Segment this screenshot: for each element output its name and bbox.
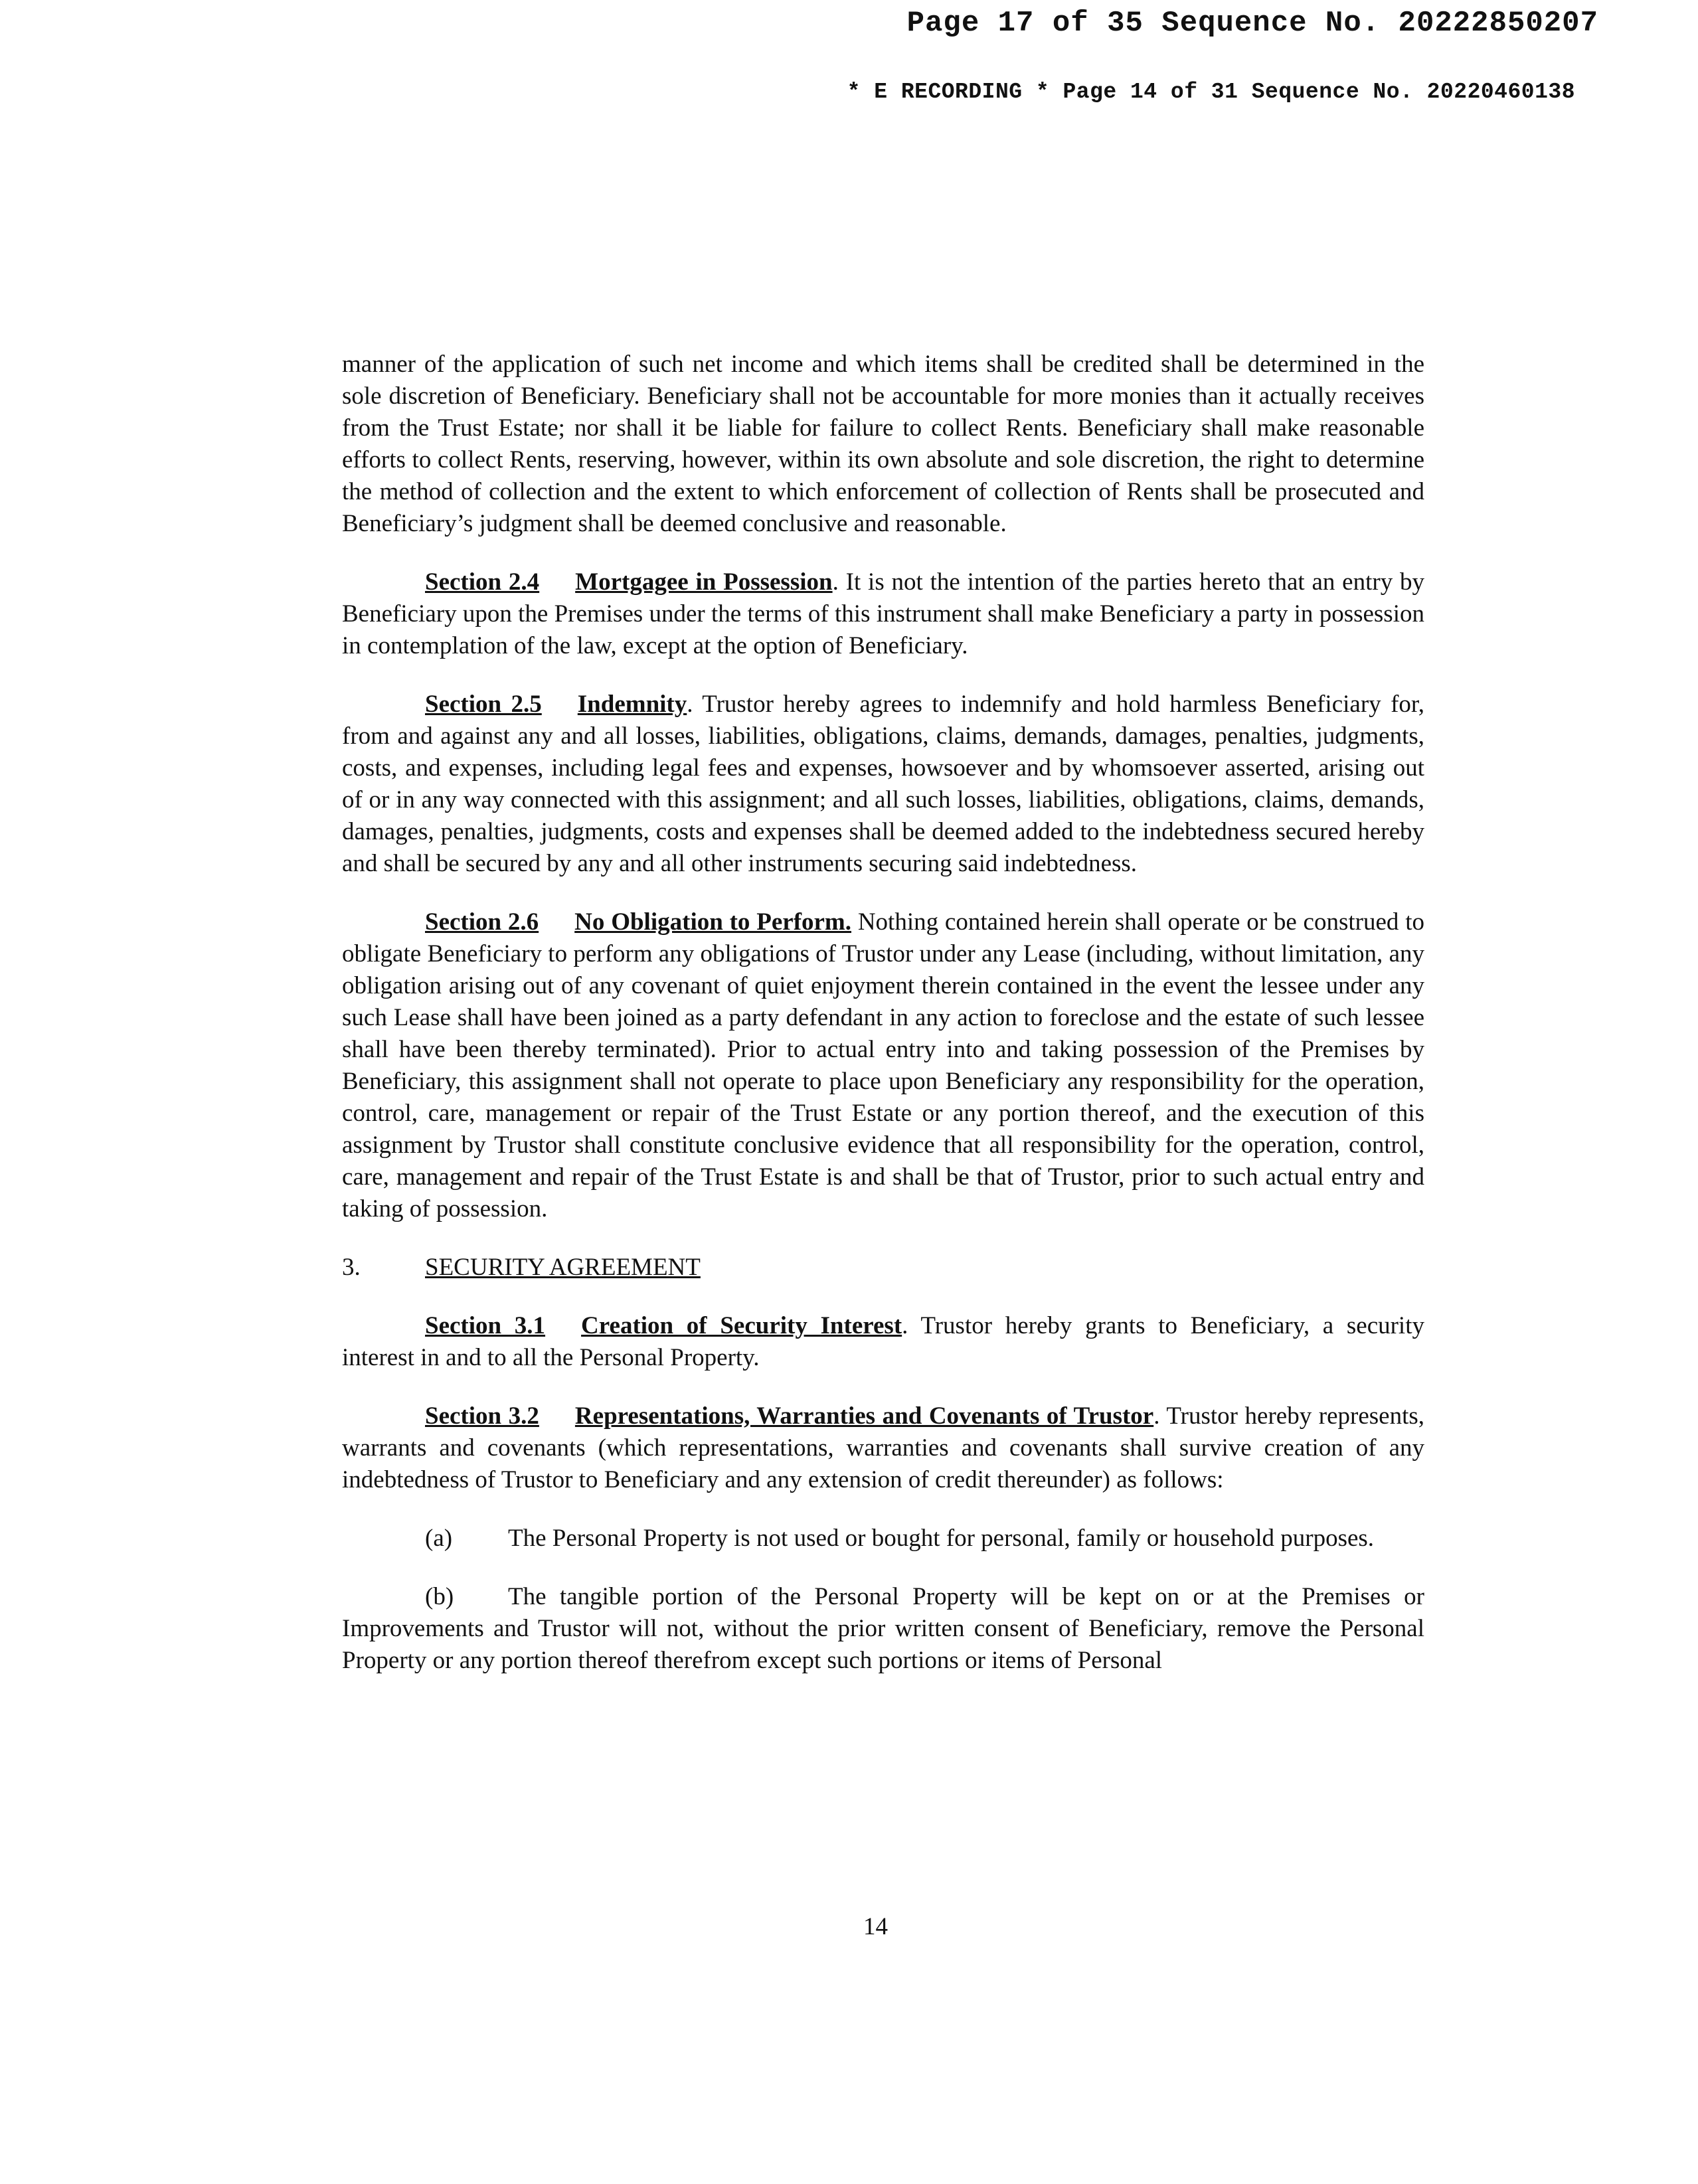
section-title: No Obligation to Perform. (574, 908, 852, 936)
recording-stamp-primary: Page 17 of 35 Sequence No. 20222850207 (906, 7, 1598, 40)
section-text: Nothing contained herein shall operate or be construed to obligate Beneficiary to perform any obligations of Trustor under any Lease (including, without limitation, any obligation arising out of any covenant of quiet enjoyment therein contained in the event the lessee under any such Lease shall have been joined as a party defendant in any action to foreclose and the estate of such lessee shall have been thereby terminated). Prior to actual entry into and taking possession of the Premises by Beneficiary, this assignment shall not operate to place upon Beneficiary any responsibility for the operation, control, care, management or repair of the Trust Estate or any portion thereof, and the execution of this assignment by Trustor shall constitute conclusive evidence that all responsibility for the operation, control, care, management and repair of the Trust Estate is and shall be that of Trustor, prior to such actual entry and taking of possession. (342, 908, 1424, 1222)
section-title: Indemnity (577, 691, 687, 718)
item-label: (a) (425, 1525, 453, 1552)
section-3-1 (342, 1310, 1424, 1374)
document-body (342, 349, 1424, 1703)
recording-stamp-secondary: * E RECORDING * Page 14 of 31 Sequence No. 20220460138 (847, 80, 1575, 104)
section-2-4 (342, 566, 1424, 662)
item-text: The tangible portion of the Personal Property will be kept on or at the Premises or Improvements and Trustor will not, without the prior written consent of Beneficiary, remove the Personal Property or any portion thereof therefrom except such portions or items of Personal (342, 1583, 1424, 1674)
item-b (342, 1581, 1424, 1677)
section-3-2 (342, 1400, 1424, 1496)
section-text: . Trustor hereby represents, warrants and covenants (which representations, warranties and covenants shall survive creation of any indebtedness of Trustor to Beneficiary and any extension of credit thereunder) as follows: (342, 1402, 1425, 1493)
section-text: . Trustor hereby grants to Beneficiary, a security interest in and to all the Personal Property. (342, 1312, 1424, 1371)
section-number: Section 2.4 (425, 568, 540, 596)
section-2-6 (342, 906, 1424, 1225)
section-title: Mortgagee in Possession (575, 568, 833, 596)
section-text: . It is not the intention of the parties hereto that an entry by Beneficiary upon the Premises under the terms of this instrument shall make Beneficiary a party in possession in contemplation of the law, except at the option of Beneficiary. (342, 568, 1424, 659)
section-text: . Trustor hereby agrees to indemnify and hold harmless Beneficiary for, from and against any and all losses, liabilities, obligations, claims, demands, damages, penalties, judgments, costs, and expenses, including legal fees and expenses, howsoever and by whomsoever asserted, arising out of or in any way connected with this assignment; and all such losses, liabilities, obligations, claims, demands, damages, penalties, judgments, costs and expenses shall be deemed added to the indebtedness secured hereby and shall be secured by any and all other instruments securing said indebtedness. (342, 691, 1424, 877)
section-number: Section 2.5 (425, 691, 542, 718)
article-number: 3. (342, 1254, 361, 1281)
article-heading (342, 1252, 1424, 1284)
section-number: Section 2.6 (425, 908, 539, 936)
item-label: (b) (425, 1583, 454, 1610)
section-number: Section 3.2 (425, 1402, 539, 1430)
section-title: Representations, Warranties and Covenants of Trustor (574, 1402, 1154, 1430)
section-2-5 (342, 689, 1424, 880)
item-text: The Personal Property is not used or bought for personal, family or household purposes. (508, 1525, 1375, 1552)
item-a (342, 1523, 1424, 1554)
continued-paragraph: manner of the application of such net income and which items shall be credited shall be determined in the sole discretion of Beneficiary. Beneficiary shall not be accountable for more monies than it actually receives from the Trust Estate; nor shall it be liable for failure to collect Rents. Beneficiary shall make reasonable efforts to collect Rents, reserving, however, within its own absolute and sole discretion, the right to determine the method of collection and the extent to which enforcement of collection of Rents shall be prosecuted and Beneficiary’s judgment shall be deemed conclusive and reasonable. (342, 351, 1424, 537)
page-number: 14 (863, 1913, 888, 1940)
section-number: Section 3.1 (425, 1312, 546, 1339)
section-title: Creation of Security Interest (581, 1312, 902, 1339)
article-title: SECURITY AGREEMENT (425, 1254, 701, 1281)
